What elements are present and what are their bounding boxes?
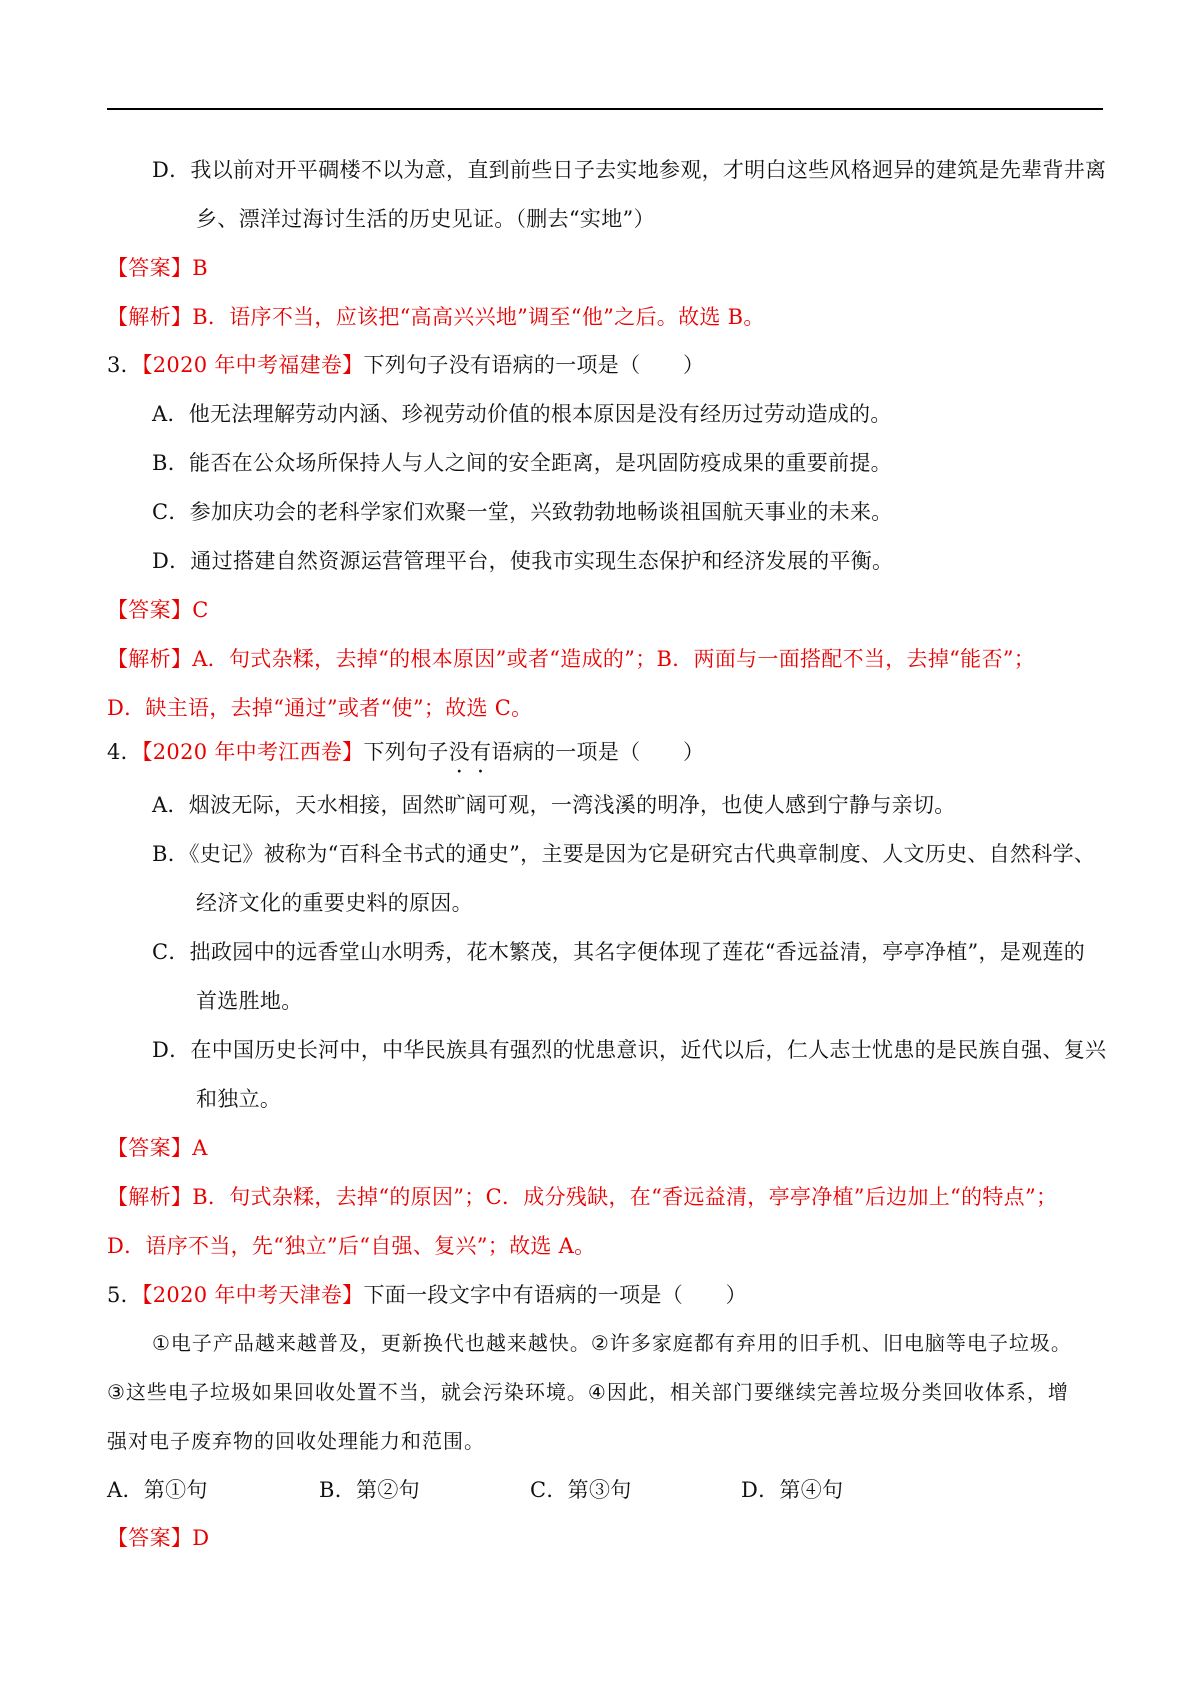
question-number: 4． <box>107 740 142 764</box>
question-text: 下列句子没有语病的一项是（ ） <box>363 353 705 377</box>
q5-option-c: C．第③句 <box>530 1478 632 1502</box>
answer-label: 【答案】 <box>107 598 193 622</box>
answer-label: 【答案】 <box>107 1136 193 1160</box>
answer-label: 【答案】 <box>107 256 193 280</box>
question-source: 【2020 年中考福建卷】 <box>141 353 364 377</box>
q3-option-a: A．他无法理解劳动内涵、珍视劳动价值的根本原因是没有经历过劳动造成的。 <box>152 402 892 426</box>
question-number: 3． <box>107 353 142 377</box>
q3-answer <box>107 595 209 625</box>
q3-stem <box>107 350 704 380</box>
emphasis-char: 没 <box>448 740 471 764</box>
emphasis-char: 有 <box>470 740 492 764</box>
question-text-post: 语病的一项是（ ） <box>491 740 705 764</box>
q5-option-d: D．第④句 <box>741 1478 844 1502</box>
answer-value: D <box>192 1526 210 1550</box>
q5-option-b: B．第②句 <box>319 1478 420 1502</box>
q5-passage-line2: ③这些电子垃圾如果回收处置不当，就会污染环境。④因此，相关部门要继续完善垃圾分类回收体系，增 <box>107 1380 1069 1404</box>
q4-option-a: A．烟波无际，天水相接，固然旷阔可观，一湾浅溪的明净，也使人感到宁静与亲切。 <box>152 793 956 817</box>
q4-option-b-line1: B．《史记》被称为“百科全书式的通史”，主要是因为它是研究古代典章制度、人文历史、自然科学、 <box>152 842 1096 866</box>
header-rule <box>107 108 1103 110</box>
q3-option-c: C．参加庆功会的老科学家们欢聚一堂，兴致勃勃地畅谈祖国航天事业的未来。 <box>152 500 893 524</box>
q5-options <box>107 1475 1007 1505</box>
q4-option-b-line2: 经济文化的重要史料的原因。 <box>196 891 473 915</box>
q3-option-d: D．通过搭建自然资源运营管理平台，使我市实现生态保护和经济发展的平衡。 <box>152 549 894 573</box>
q4-analysis-line1 <box>107 1182 1057 1212</box>
q3-option-b: B．能否在公众场所保持人与人之间的安全距离，是巩固防疫成果的重要前提。 <box>152 451 892 475</box>
q2-answer <box>107 253 208 283</box>
analysis-label: 【解析】 <box>107 305 193 329</box>
q4-analysis-line2: D．语序不当，先“独立”后“自强、复兴”；故选 A。 <box>107 1234 596 1258</box>
analysis-text: B．句式杂糅，去掉“的原因”；C．成分残缺，在“香远益清，亭亭净植”后边加上“的特点”； <box>192 1185 1058 1209</box>
answer-label: 【答案】 <box>107 1526 193 1550</box>
question-number: 5． <box>107 1283 142 1307</box>
q4-answer <box>107 1133 208 1163</box>
q2-option-d-line1: D．我以前对开平碉楼不以为意，直到前些日子去实地参观，才明白这些风格迥异的建筑是先辈背井离 <box>152 158 1107 182</box>
q4-option-c-line2: 首选胜地。 <box>196 989 303 1013</box>
question-text: 下面一段文字中有语病的一项是（ ） <box>363 1283 747 1307</box>
analysis-text: B．语序不当，应该把“高高兴兴地”调至“他”之后。故选 B。 <box>192 305 765 329</box>
q4-option-d-line2: 和独立。 <box>196 1087 282 1111</box>
question-text-pre: 下列句子 <box>363 740 449 764</box>
q3-analysis-line2: D．缺主语，去掉“通过”或者“使”；故选 C。 <box>107 696 533 720</box>
question-source: 【2020 年中考江西卷】 <box>141 740 364 764</box>
q2-analysis <box>107 302 765 332</box>
q3-analysis-line1 <box>107 644 1035 674</box>
q5-answer <box>107 1523 209 1553</box>
analysis-label: 【解析】 <box>107 1185 193 1209</box>
q5-passage-line3: 强对电子废弃物的回收处理能力和范围。 <box>107 1429 485 1453</box>
question-source: 【2020 年中考天津卷】 <box>141 1283 364 1307</box>
answer-value: B <box>192 256 208 280</box>
q4-option-c-line1: C．拙政园中的远香堂山水明秀，花木繁茂，其名字便体现了莲花“香远益清，亭亭净植”，是观莲的 <box>152 940 1086 964</box>
q2-option-d-line2: 乡、漂洋过海讨生活的历史见证。（删去“实地”） <box>196 207 655 231</box>
q5-stem <box>107 1280 747 1310</box>
analysis-label: 【解析】 <box>107 647 193 671</box>
q4-stem <box>107 737 704 767</box>
q5-passage-line1: ①电子产品越来越普及，更新换代也越来越快。②许多家庭都有弃用的旧手机、旧电脑等电子垃圾。 <box>152 1331 1072 1355</box>
q5-option-a: A．第①句 <box>107 1478 208 1502</box>
answer-value: C <box>192 598 209 622</box>
analysis-text: A．句式杂糅，去掉“的根本原因”或者“造成的”；B．两面与一面搭配不当，去掉“能否”； <box>192 647 1036 671</box>
q4-option-d-line1: D．在中国历史长河中，中华民族具有强烈的忧患意识，近代以后，仁人志士忧患的是民族自强、复兴 <box>152 1038 1107 1062</box>
answer-value: A <box>192 1136 208 1160</box>
